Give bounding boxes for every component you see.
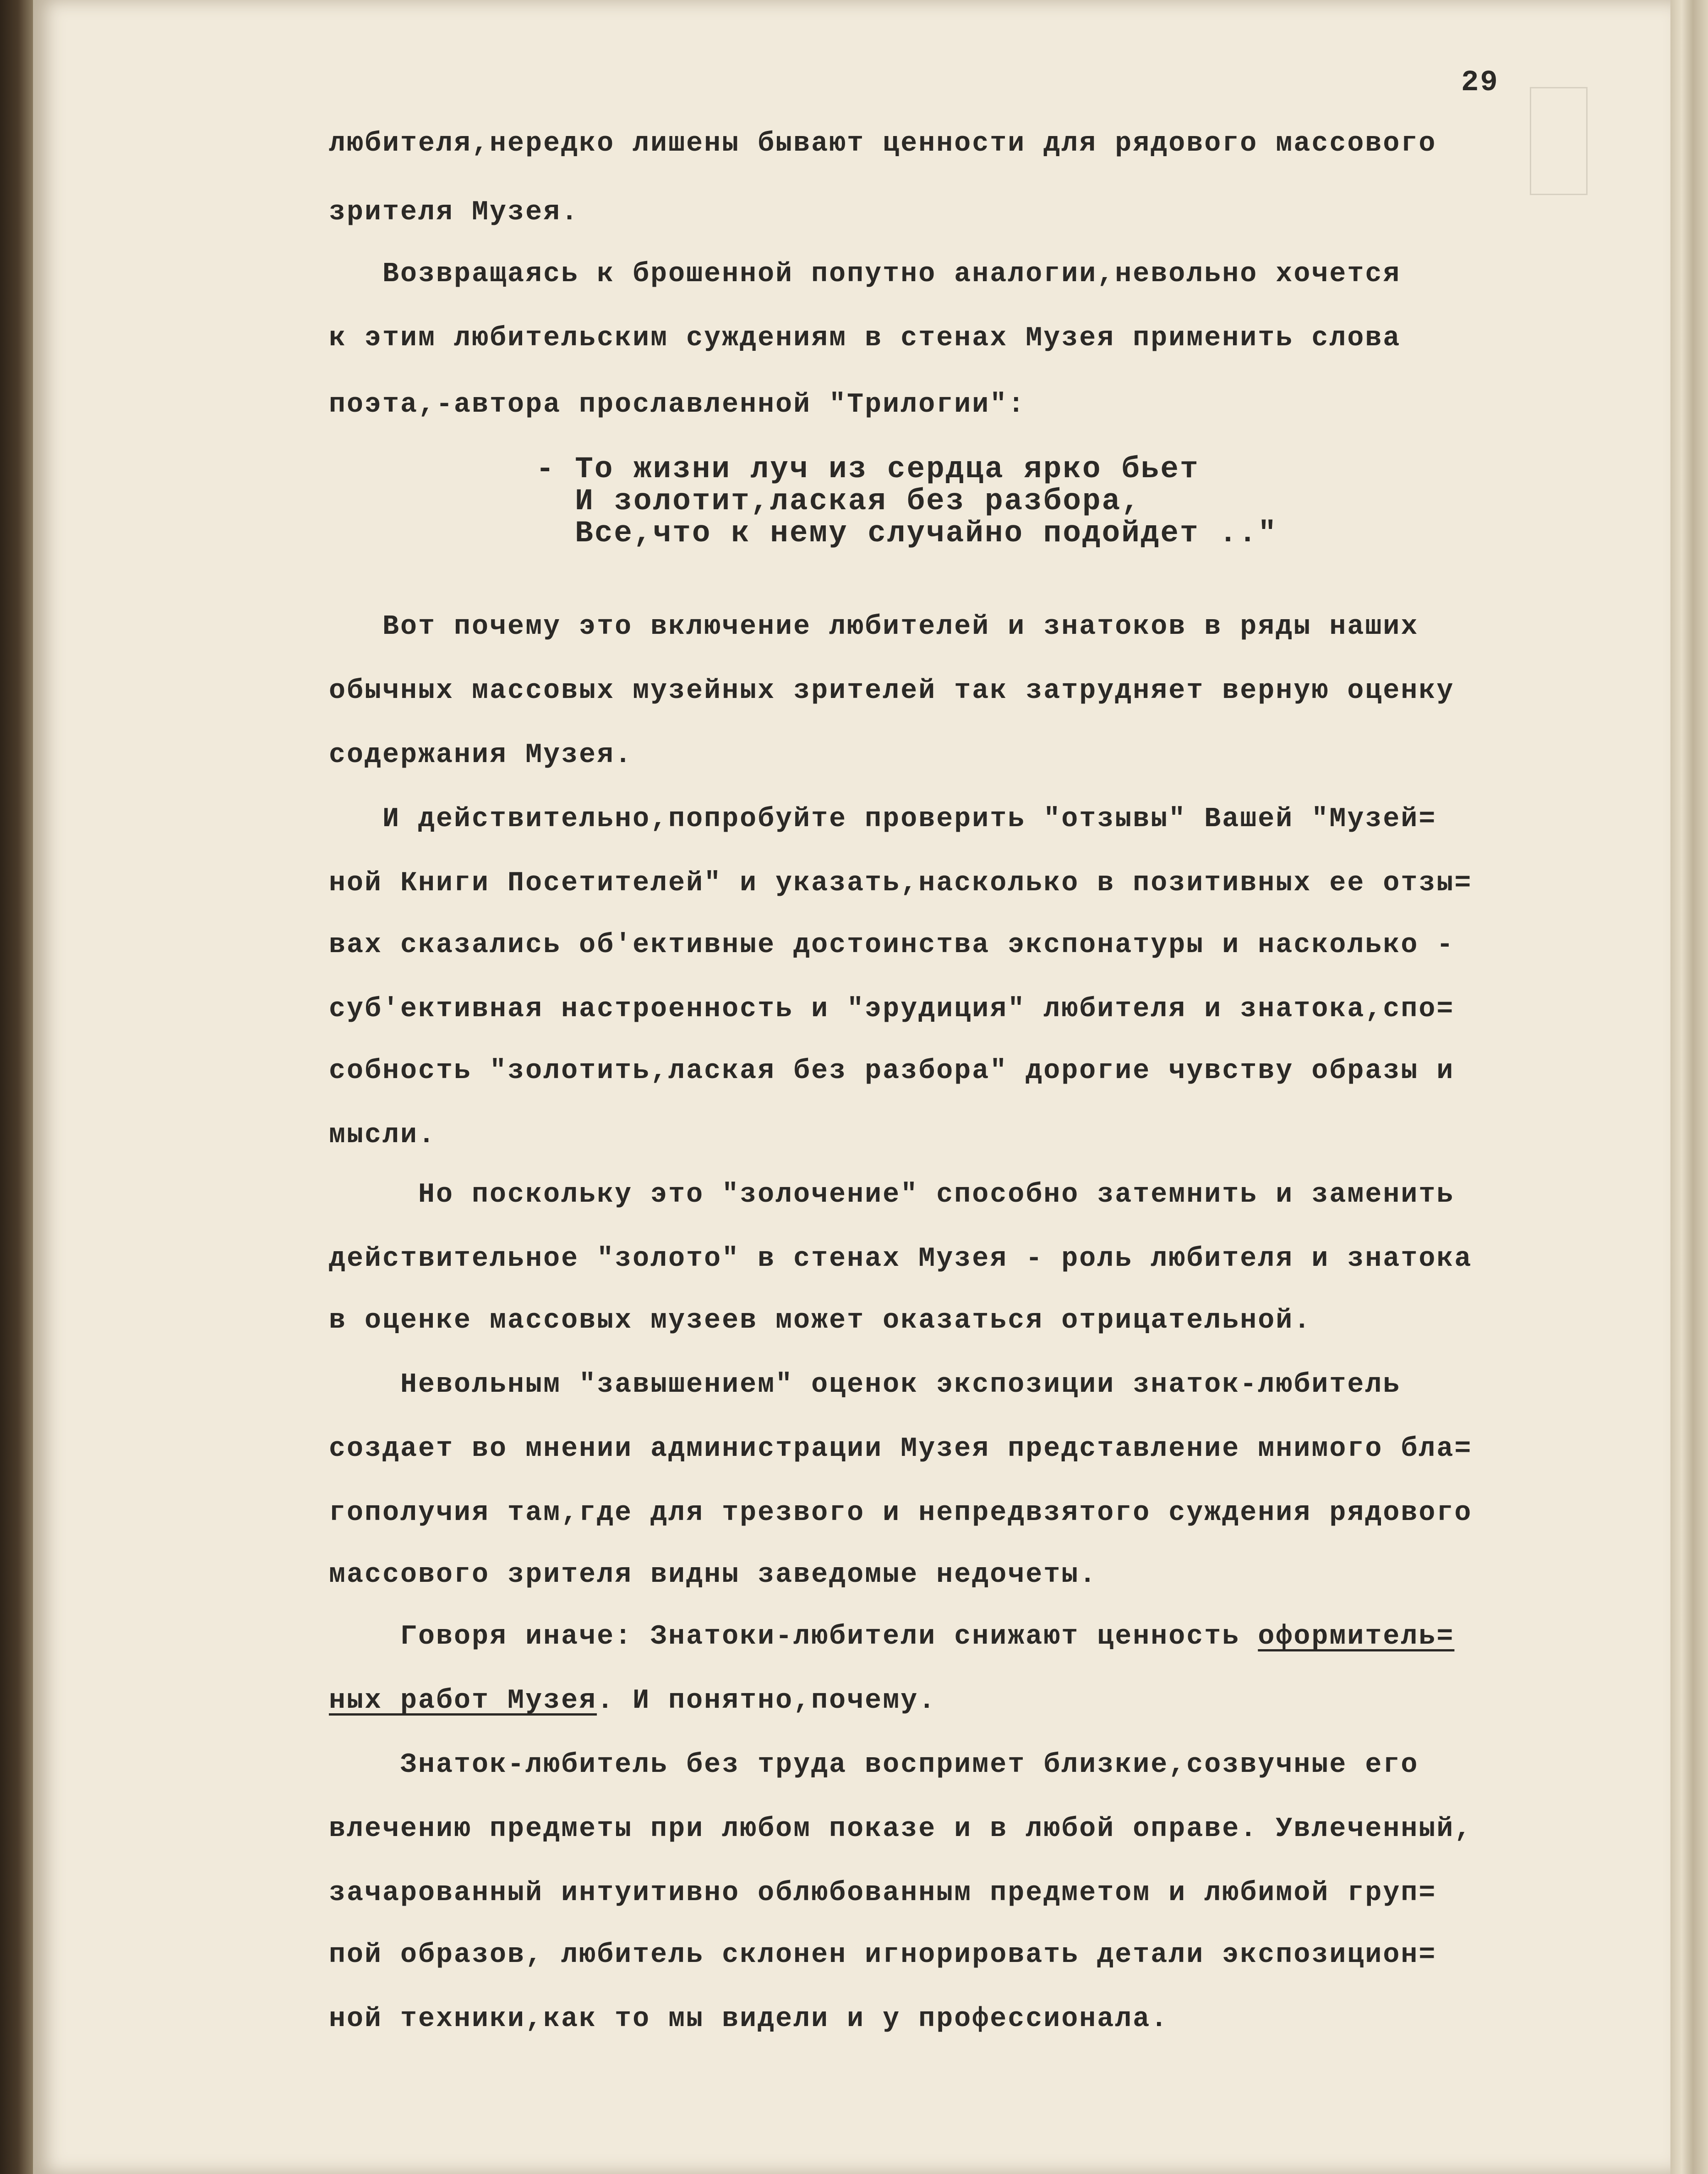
text-line: поэта,-автора прославленной "Трилогии":: [329, 389, 1026, 420]
text-line: гополучия там,где для трезвого и непредвзятого суждения рядового: [329, 1498, 1473, 1529]
text-line: любителя,нередко лишены бывают ценности для рядового массового: [329, 128, 1437, 159]
text-line: действительное "золото" в стенах Музея - роль любителя и знатока: [329, 1243, 1473, 1275]
text-line: зрителя Музея.: [329, 197, 579, 228]
text-line: в оценке массовых музеев может оказаться отрицательной.: [329, 1305, 1312, 1336]
underlined-text: ных работ Музея: [329, 1685, 597, 1716]
poem-line: Все,что к нему случайно подойдет ..": [536, 516, 1278, 550]
text-line: создает во мнении администрации Музея представление мнимого бла=: [329, 1433, 1473, 1465]
text-line: собность "золотить,лаская без разбора" дорогие чувству образы и: [329, 1056, 1455, 1087]
text-line: суб'ективная настроенность и "эрудиция" любителя и знатока,спо=: [329, 994, 1455, 1025]
poem-line: И золотит,лаская без разбора,: [536, 484, 1141, 518]
text-line: массового зрителя видны заведомые недочеты.: [329, 1559, 1097, 1591]
text-line: И действительно,попробуйте проверить "отзывы" Вашей "Музей=: [329, 804, 1437, 835]
underlined-text: оформитель=: [1258, 1621, 1455, 1652]
text-line: Возвращаясь к брошенной попутно аналогии,невольно хочется: [329, 259, 1401, 290]
text-line: Вот почему это включение любителей и знатоков в ряды наших: [329, 611, 1419, 643]
text-line: Знаток-любитель без труда воспримет близкие,созвучные его: [329, 1749, 1419, 1781]
text-line: Но поскольку это "золочение" способно затемнить и заменить: [329, 1179, 1455, 1210]
text-line: зачарованный интуитивно облюбованным предметом и любимой груп=: [329, 1878, 1437, 1909]
text-line: вах сказались об'ективные достоинства экспонатуры и насколько -: [329, 930, 1455, 961]
text-line: содержания Музея.: [329, 740, 633, 771]
text-line: [329, 1685, 936, 1716]
page-edge: [1670, 0, 1708, 2174]
text-line: Невольным "завышением" оценок экспозиции знаток-любитель: [329, 1369, 1401, 1400]
text-segment: . И понятно,почему.: [597, 1685, 937, 1716]
text-line: ной Книги Посетителей" и указать,насколько в позитивных ее отзы=: [329, 868, 1473, 899]
text-line: к этим любительским суждениям в стенах Музея применить слова: [329, 323, 1401, 354]
book-binding: [0, 0, 33, 2174]
text-line: [329, 1621, 1454, 1652]
bleed-through-mark: [1530, 87, 1588, 195]
text-line: ной техники,как то мы видели и у профессионала.: [329, 2004, 1169, 2035]
text-line: обычных массовых музейных зрителей так затрудняет верную оценку: [329, 676, 1455, 707]
text-line: мысли.: [329, 1120, 437, 1151]
text-segment: Говоря иначе: Знатоки-любители снижают ценность: [329, 1621, 1258, 1652]
page-number: 29: [1461, 66, 1499, 99]
text-line: влечению предметы при любом показе и в любой оправе. Увлеченный,: [329, 1814, 1473, 1845]
poem-line: - То жизни луч из сердца ярко бьет: [536, 452, 1200, 486]
text-line: пой образов, любитель склонен игнорировать детали экспозицион=: [329, 1940, 1437, 1971]
